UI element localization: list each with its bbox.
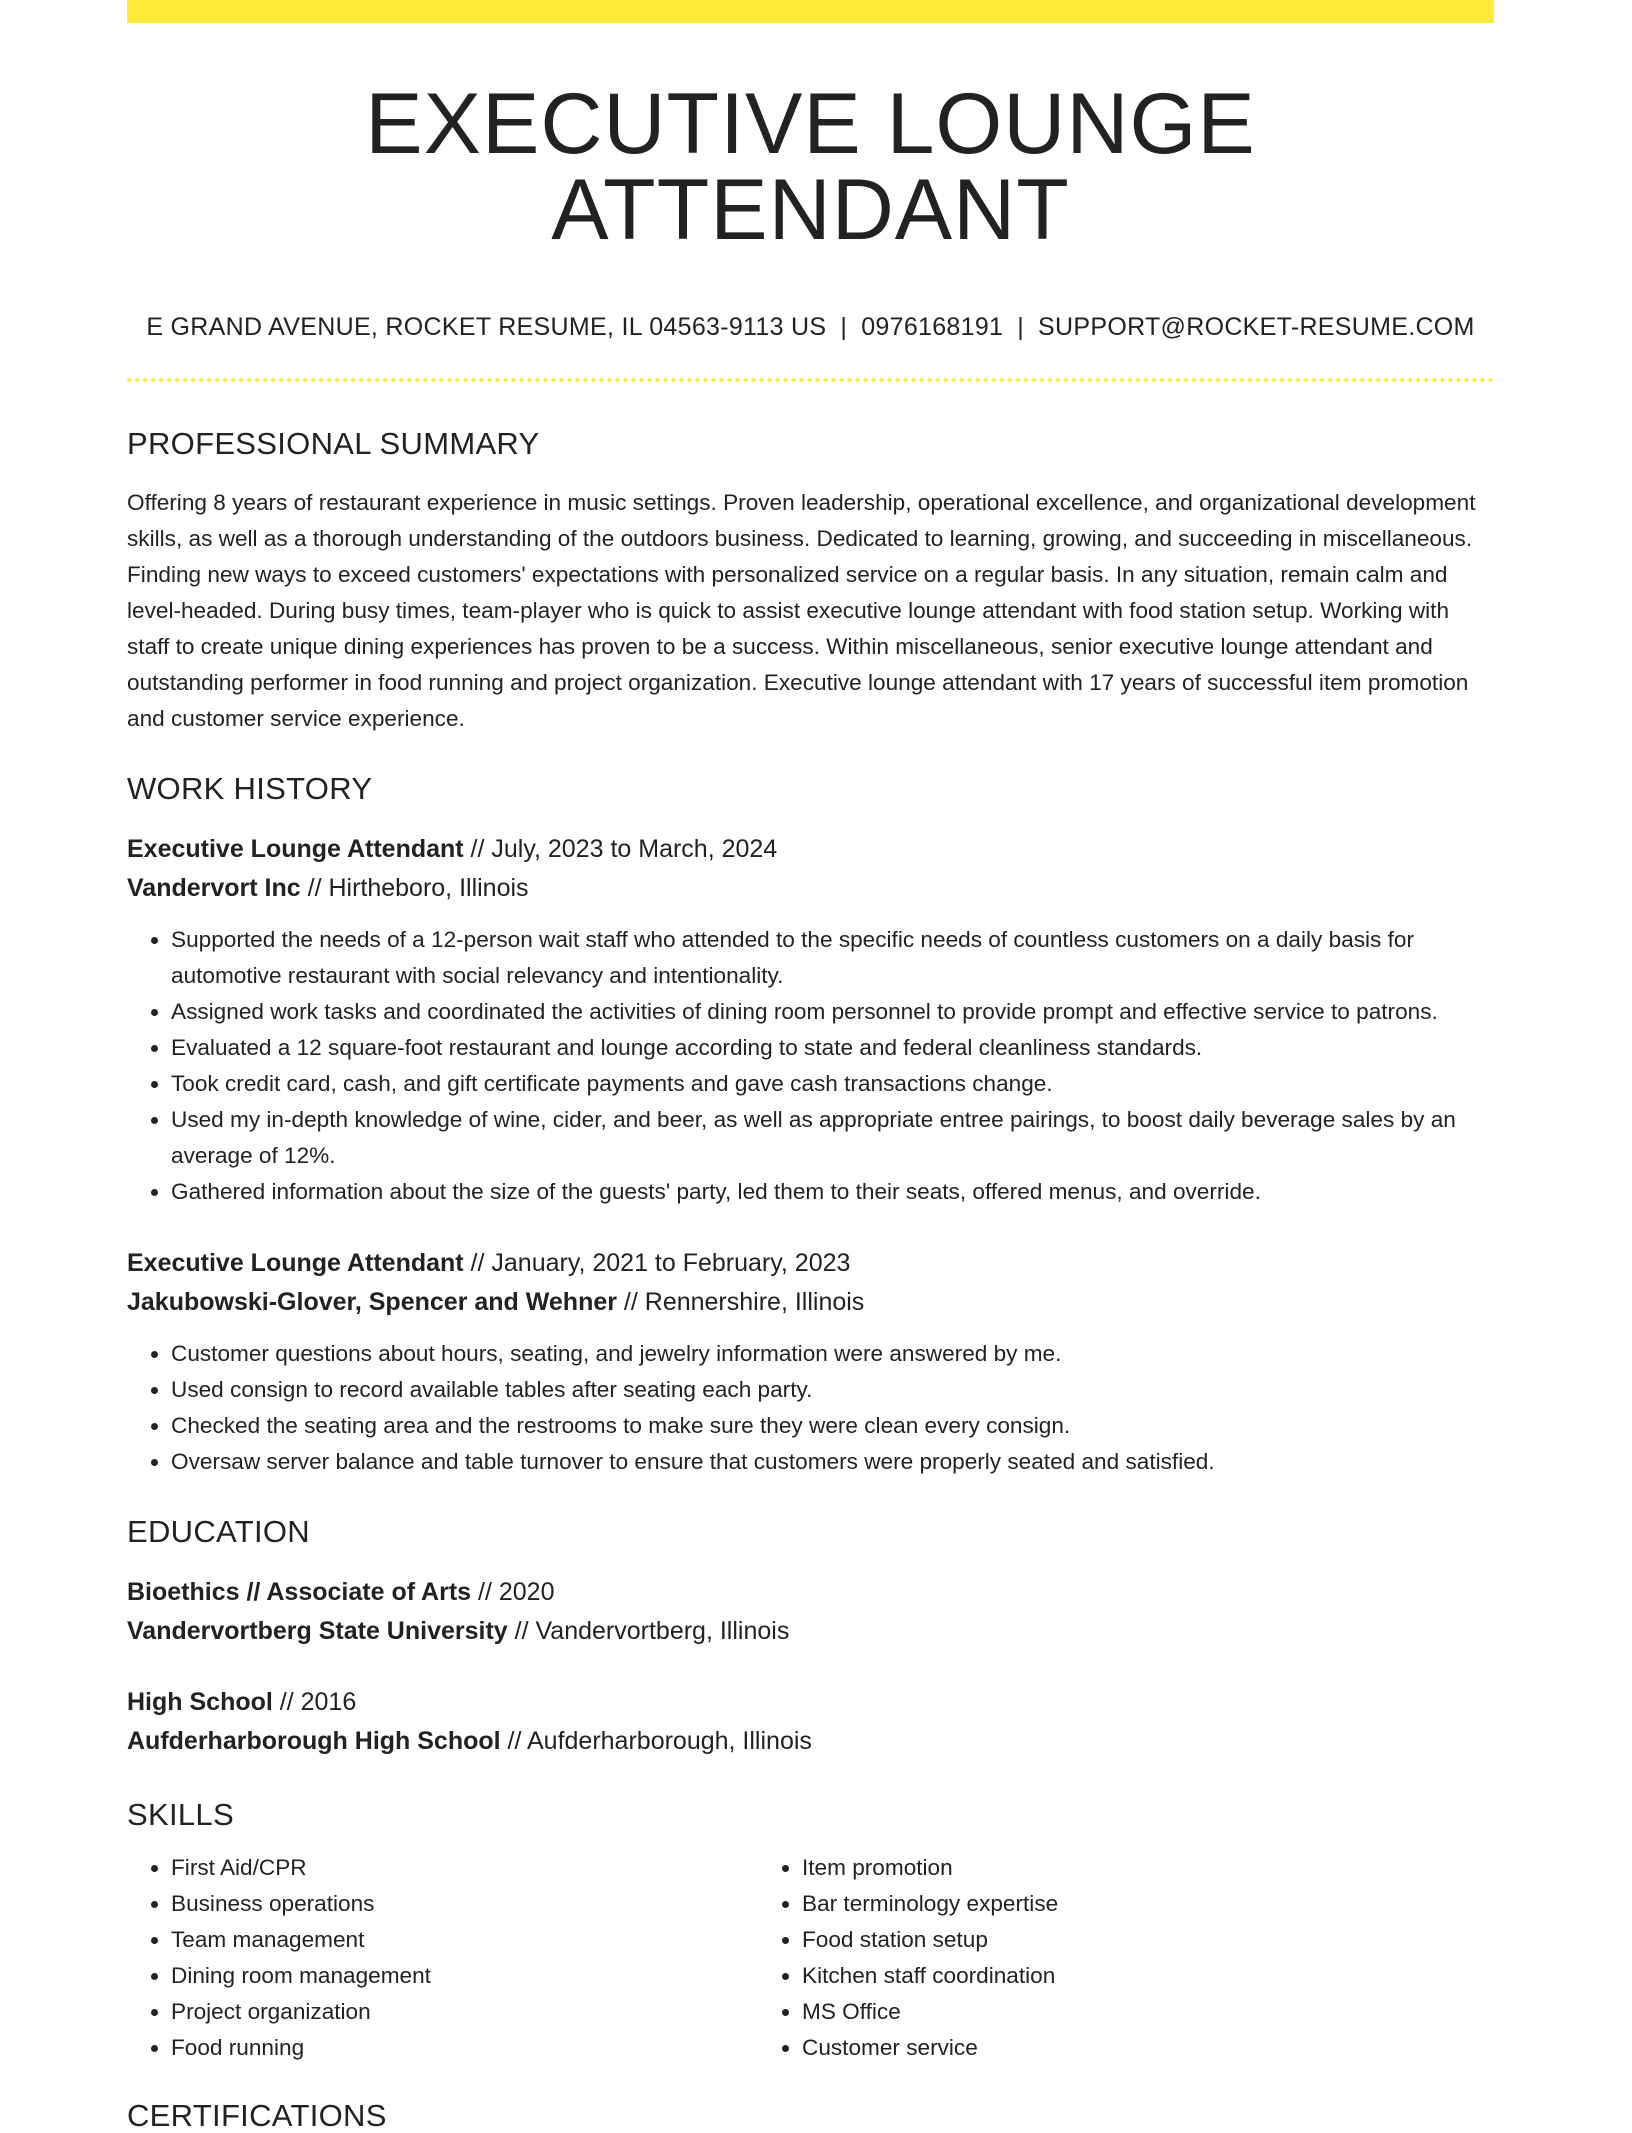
job-title-line xyxy=(127,830,1494,869)
education-school: Aufderharborough High School xyxy=(127,1727,501,1755)
list-item: • Customer questions about hours, seating, and jewelry information were answered by me. xyxy=(171,1336,1494,1372)
job-bullet-list xyxy=(127,922,1494,1210)
education-school-line xyxy=(127,1722,1494,1761)
certifications-heading: CERTIFICATIONS xyxy=(127,2098,387,2133)
contact-address: E GRAND AVENUE, ROCKET RESUME, IL 04563-9113 US xyxy=(146,313,827,341)
education-degree-line xyxy=(127,1573,1494,1612)
job-dates: // July, 2023 to March, 2024 xyxy=(463,835,778,863)
list-item: • Used consign to record available tables after seating each party. xyxy=(171,1372,1494,1408)
list-item: • Oversaw server balance and table turnover to ensure that customers were properly seated and satisfied. xyxy=(171,1444,1494,1480)
skills-list-right xyxy=(758,1850,1389,2066)
contact-separator: | xyxy=(1017,313,1025,341)
job-company: Vandervort Inc xyxy=(127,874,301,902)
job-entry xyxy=(127,830,1494,1210)
education-year: // 2020 xyxy=(471,1578,555,1606)
education-degree: High School xyxy=(127,1688,273,1716)
summary-heading: PROFESSIONAL SUMMARY xyxy=(127,426,540,461)
contact-phone: 0976168191 xyxy=(861,313,1004,341)
education-degree: Bioethics // Associate of Arts xyxy=(127,1578,472,1606)
job-bullet-list xyxy=(127,1336,1494,1480)
list-item: • Supported the needs of a 12-person wait staff who attended to the specific needs of countless customers on a daily basis for automotive restaurant with social relevancy and intentionality. xyxy=(171,922,1494,994)
skill-item: • Food running xyxy=(171,2030,758,2066)
skills-heading: SKILLS xyxy=(127,1797,234,1832)
list-item: • Assigned work tasks and coordinated the activities of dining room personnel to provide prompt and effective service to patrons. xyxy=(171,994,1494,1030)
education-location: // Aufderharborough, Illinois xyxy=(500,1727,812,1755)
work-history-heading: WORK HISTORY xyxy=(127,771,373,806)
resume-page xyxy=(127,0,1494,2131)
accent-top-bar xyxy=(127,0,1494,23)
dotted-divider xyxy=(127,378,1494,382)
education-year: // 2016 xyxy=(272,1688,357,1716)
job-company: Jakubowski-Glover, Spencer and Wehner xyxy=(127,1288,617,1316)
skill-item: • Bar terminology expertise xyxy=(802,1886,1389,1922)
education-school-line xyxy=(127,1612,1494,1651)
education-location: // Vandervortberg, Illinois xyxy=(507,1617,790,1645)
certifications-section xyxy=(127,2100,1494,2131)
list-item: • Took credit card, cash, and gift certificate payments and gave cash transactions change. xyxy=(171,1066,1494,1102)
skill-item: • Customer service xyxy=(802,2030,1389,2066)
skill-item: • Food station setup xyxy=(802,1922,1389,1958)
candidate-name: EXECUTIVE LOUNGE ATTENDANT xyxy=(365,76,1256,258)
skill-item: • Dining room management xyxy=(171,1958,758,1994)
job-company-line xyxy=(127,1283,1494,1322)
job-title: Executive Lounge Attendant xyxy=(127,835,464,863)
skills-section xyxy=(127,1799,1494,2066)
list-item: • Gathered information about the size of the guests' party, led them to their seats, offered menus, and override. xyxy=(171,1174,1494,1210)
job-dates: // January, 2021 to February, 2023 xyxy=(463,1249,851,1277)
skills-grid xyxy=(127,1850,1494,2066)
job-location: // Rennershire, Illinois xyxy=(616,1288,865,1316)
contact-line xyxy=(127,315,1494,340)
skill-item: • Kitchen staff coordination xyxy=(802,1958,1389,1994)
skills-list-left xyxy=(127,1850,758,2066)
list-item: • Evaluated a 12 square-foot restaurant and lounge according to state and federal cleanliness standards. xyxy=(171,1030,1494,1066)
skill-item: • Business operations xyxy=(171,1886,758,1922)
job-location: // Hirtheboro, Illinois xyxy=(300,874,529,902)
skill-item: • Project organization xyxy=(171,1994,758,2030)
summary-section xyxy=(127,428,1494,737)
job-entry xyxy=(127,1244,1494,1480)
education-heading: EDUCATION xyxy=(127,1514,310,1549)
skill-item: • Team management xyxy=(171,1922,758,1958)
work-history-section xyxy=(127,773,1494,1480)
job-title-line xyxy=(127,1244,1494,1283)
job-title: Executive Lounge Attendant xyxy=(127,1249,464,1277)
skill-item: • First Aid/CPR xyxy=(171,1850,758,1886)
list-item: • Checked the seating area and the restrooms to make sure they were clean every consign. xyxy=(171,1408,1494,1444)
list-item: • Used my in-depth knowledge of wine, cider, and beer, as well as appropriate entree pairings, to boost daily beverage sales by an average of 12%. xyxy=(171,1102,1494,1174)
education-entry xyxy=(127,1683,1494,1761)
education-degree-line xyxy=(127,1683,1494,1722)
contact-email: SUPPORT@ROCKET-RESUME.COM xyxy=(1038,313,1475,341)
education-section xyxy=(127,1516,1494,1761)
skill-item: • MS Office xyxy=(802,1994,1389,2030)
education-entry xyxy=(127,1573,1494,1651)
skill-item: • Item promotion xyxy=(802,1850,1389,1886)
summary-text: Offering 8 years of restaurant experience in music settings. Proven leadership, operational excellence, and organizational development skills, as well as a thorough understanding of the outdoors business. Dedicated to learning, growing, and succeeding in miscellaneous. Finding new ways to exceed customers' expectations with personalized service on a regular basis. In any situation, remain calm and level-headed. During busy times, team-player who is quick to assist executive lounge attendant with food station setup. Working with staff to create unique dining experiences has proven to be a success. Within miscellaneous, senior executive lounge attendant and outstanding performer in food running and project organization. Executive lounge attendant with 17 years of successful item promotion and customer service experience. xyxy=(127,490,1476,731)
contact-separator: | xyxy=(840,313,848,341)
education-school: Vandervortberg State University xyxy=(127,1617,508,1645)
job-company-line xyxy=(127,869,1494,908)
